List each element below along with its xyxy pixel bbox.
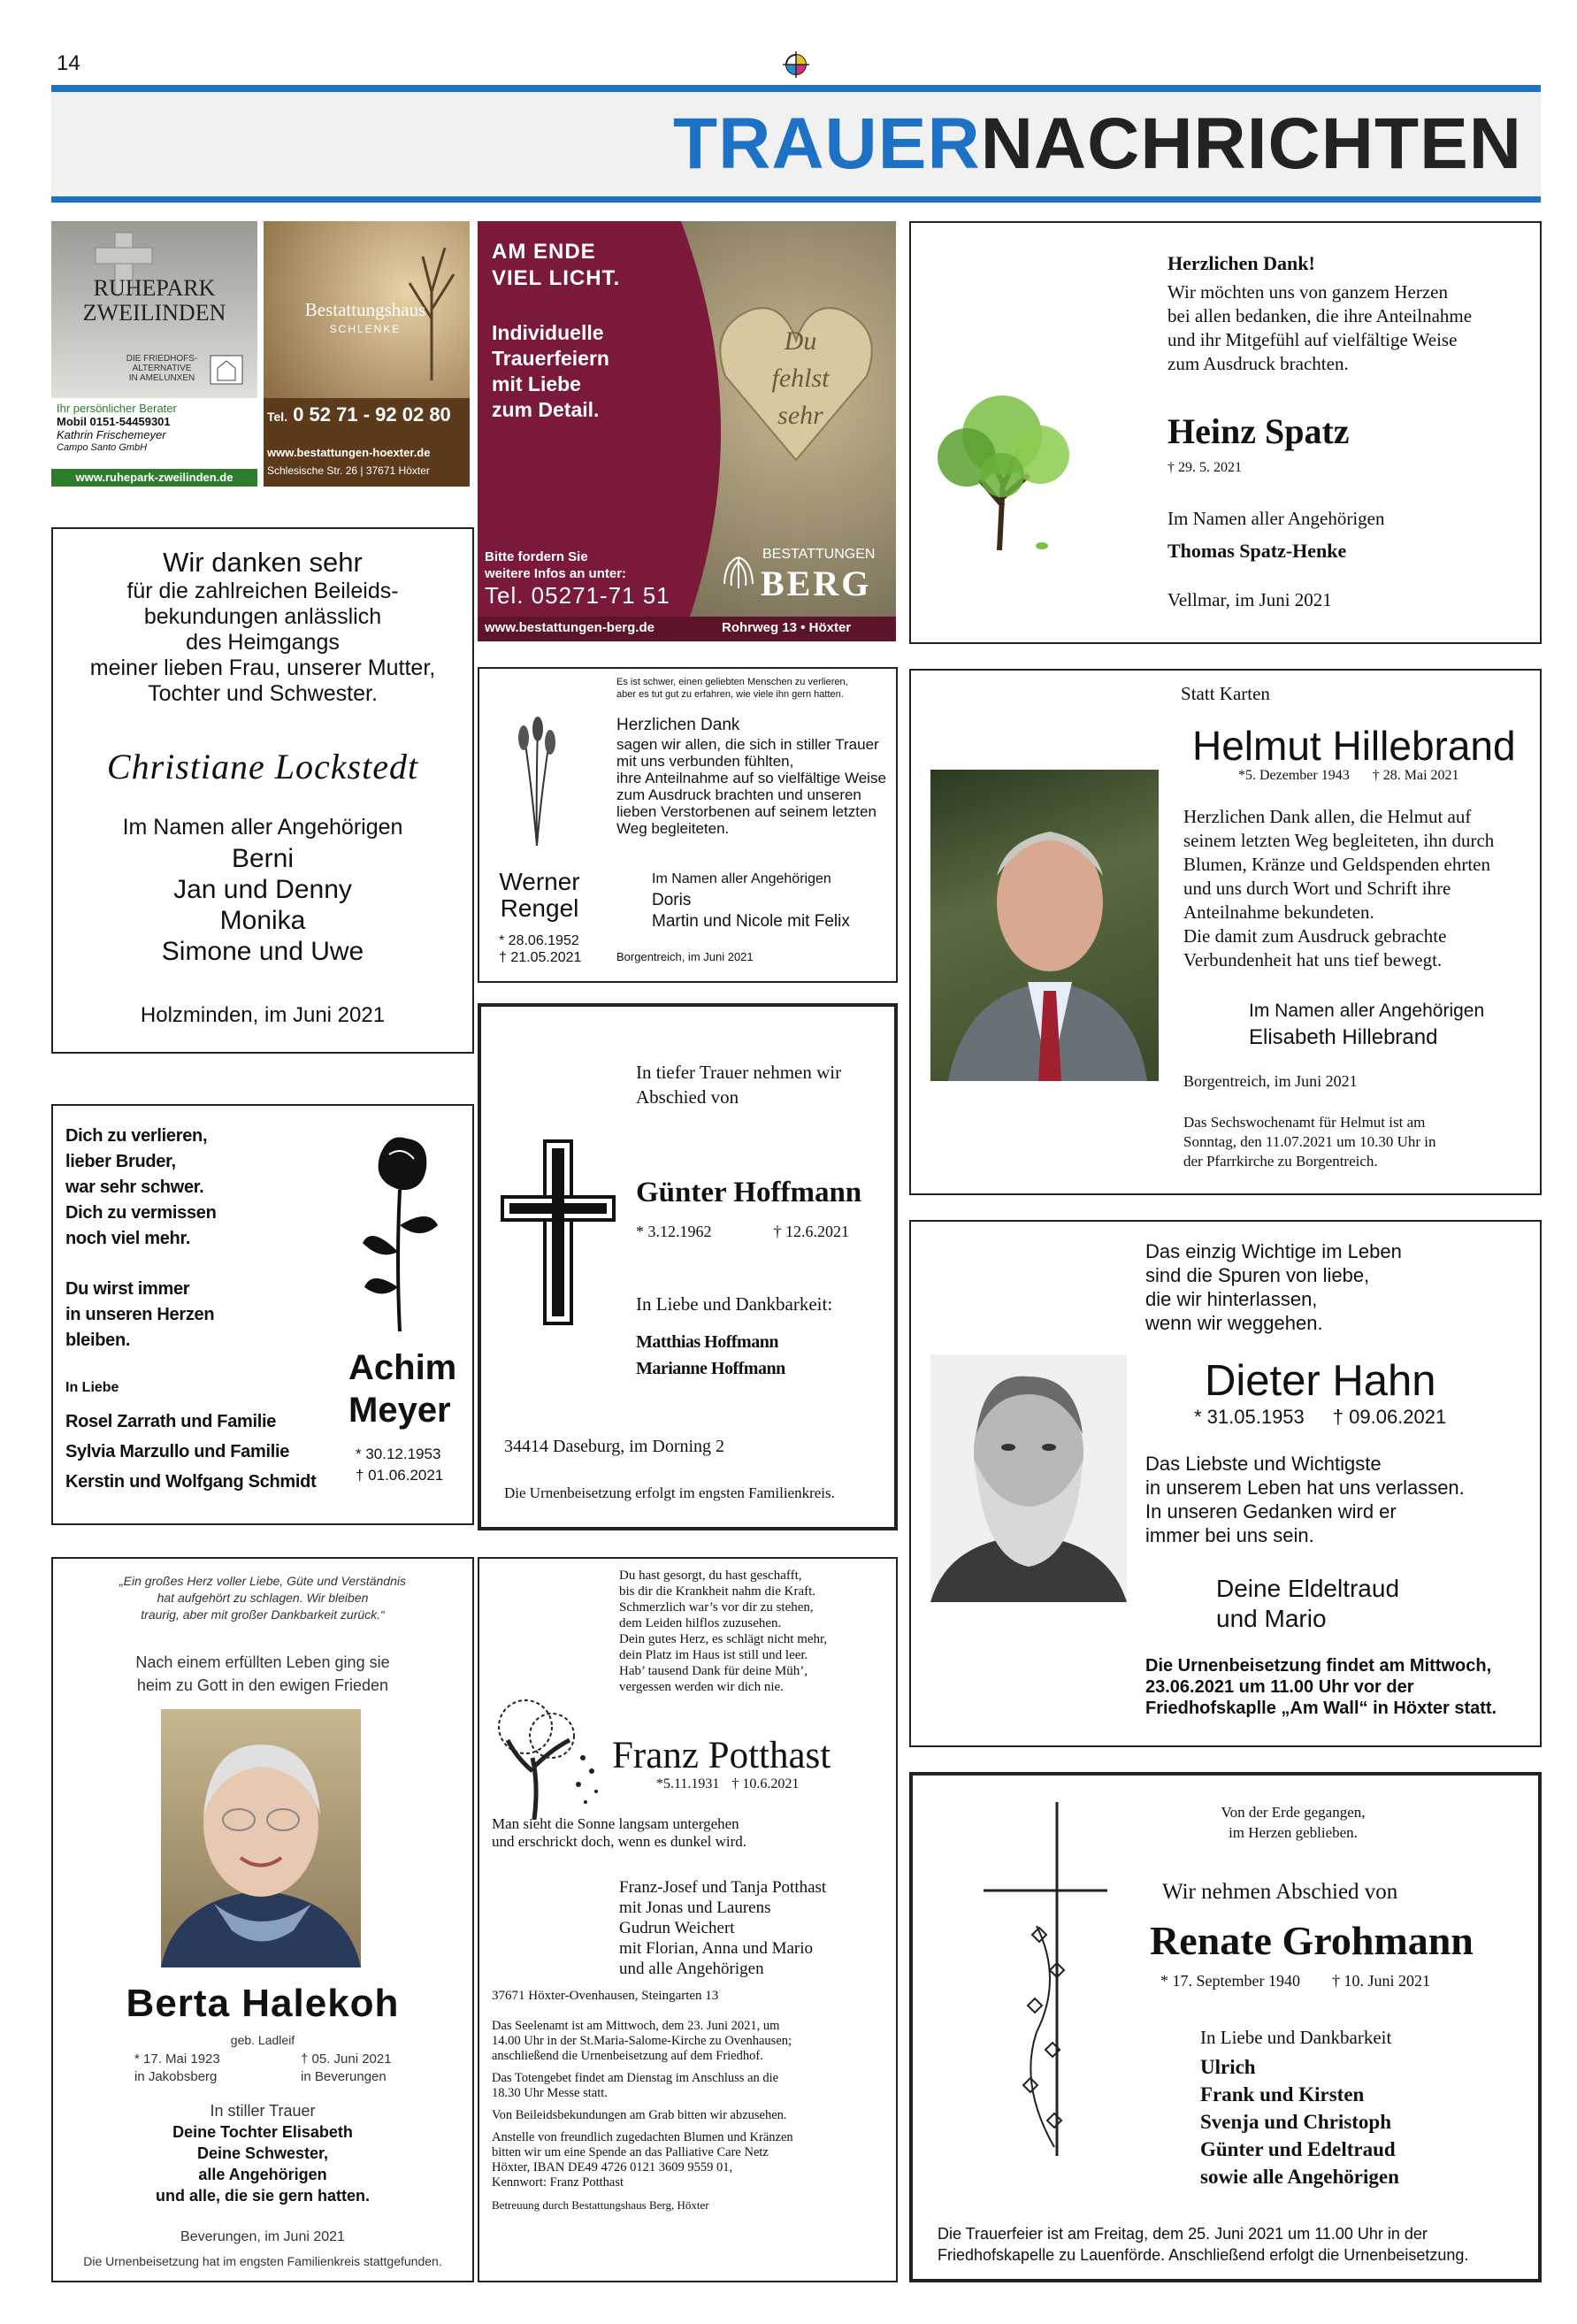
hillebrand-text-1: Herzlichen Dank allen, die Helmut auf <box>1183 806 1472 827</box>
rose-icon <box>345 1128 451 1331</box>
deceased-name: Helmut Hillebrand <box>1192 723 1516 769</box>
potthast-address: 37671 Höxter-Ovenhausen, Steingarten 13 <box>492 1989 719 2003</box>
lockstedt-line-1: Wir danken sehr <box>163 547 363 578</box>
halekoh-signer-4: und alle, die sie gern hatten. <box>155 2187 371 2205</box>
hahn-quote-1: Das einzig Wichtige im Leben <box>1145 1240 1402 1262</box>
rengel-signer-1: Doris <box>652 891 692 909</box>
heart-text-2: fehlst <box>771 364 830 393</box>
willow-tree-icon <box>721 540 756 588</box>
potthast-service-1: Das Seelenamt ist am Mittwoch, dem 23. Juni 2021, um <box>492 2019 780 2033</box>
rengel-signer-2: Martin und Nicole mit Felix <box>652 912 850 931</box>
hahn-note-2: 23.06.2021 um 11.00 Uhr vor der <box>1145 1677 1414 1697</box>
lockstedt-line-5: meiner lieben Frau, unserer Mutter, <box>89 656 436 680</box>
ruhepark-person: Kathrin Frischemeyer <box>57 428 166 441</box>
potthast-poem-2: bis dir die Krankheit nahm die Kraft. <box>619 1584 816 1599</box>
grohmann-signer-2: Frank und Kirsten <box>1200 2083 1365 2105</box>
ruhepark-tag-2: ALTERNATIVE <box>132 364 192 373</box>
potthast-service-2: 14.00 Uhr in der St.Maria-Salome-Kirche zu Ovenhausen; <box>492 2034 792 2048</box>
potthast-prayer-2: 18.30 Uhr Messe statt. <box>492 2086 608 2100</box>
lockstedt-place: Holzminden, im Juni 2021 <box>140 1003 386 1027</box>
heart-text-1: Du <box>784 326 817 356</box>
schlenke-address: Schlesische Str. 26 | 37671 Höxter <box>267 464 430 477</box>
potthast-poem-8: vergessen werden wir dich nie. <box>619 1680 784 1694</box>
meyer-signer-1: Rosel Zarrath und Familie <box>65 1412 277 1431</box>
notice-lockstedt <box>51 527 474 1054</box>
deceased-name: Dieter Hahn <box>1205 1357 1436 1405</box>
spatz-text-1: Wir möchten uns von ganzem Herzen <box>1167 281 1448 303</box>
meyer-signer-2: Sylvia Marzullo und Familie <box>65 1442 290 1461</box>
berg-tel[interactable]: Tel. 05271-71 51 <box>485 582 670 609</box>
hillebrand-mass-2: Sonntag, den 11.07.2021 um 10.30 Uhr in <box>1183 1133 1436 1150</box>
potthast-donation-1: Anstelle von freundlich zugedachten Blumen und Kränzen <box>492 2130 793 2144</box>
hoffmann-place: 34414 Daseburg, im Dorning 2 <box>504 1437 725 1456</box>
rengel-text-6: Weg begleiteten. <box>616 820 730 837</box>
rengel-last-name: Rengel <box>500 894 579 922</box>
notice-rengel <box>478 667 898 983</box>
halekoh-place: Beverungen, im Juni 2021 <box>180 2229 345 2244</box>
potthast-poem-1: Du hast gesorgt, du hast geschafft, <box>619 1569 802 1583</box>
potthast-signer-2: mit Jonas und Laurens <box>619 1898 771 1917</box>
grohmann-born: * 17. September 1940 <box>1160 1972 1300 1990</box>
grohmann-signer-3: Svenja und Christoph <box>1200 2111 1392 2133</box>
berg-info-2: weitere Infos an unter: <box>485 566 627 581</box>
hillebrand-behalf: Im Namen aller Angehörigen <box>1249 1001 1485 1021</box>
meyer-poem-7: in unseren Herzen <box>65 1305 215 1324</box>
berg-body-3: mit Liebe <box>492 372 581 395</box>
berg-url[interactable]: www.bestattungen-berg.de <box>485 620 655 635</box>
grohmann-signer-1: Ulrich <box>1200 2056 1256 2078</box>
meyer-poem-5: noch viel mehr. <box>65 1229 191 1248</box>
hahn-note-1: Die Urnenbeisetzung findet am Mittwoch, <box>1145 1656 1492 1676</box>
church-icon <box>209 354 244 386</box>
grohmann-quote-2: im Herzen geblieben. <box>1229 1824 1358 1841</box>
halekoh-signer-3: alle Angehörigen <box>198 2166 327 2183</box>
hoffmann-intro-1: In tiefer Trauer nehmen wir <box>636 1062 842 1083</box>
spatz-text-4: zum Ausdruck brachten. <box>1167 353 1349 374</box>
lockstedt-line-2: für die zahlreichen Beileids- <box>126 579 399 603</box>
rengel-born: * 28.06.1952 <box>499 933 579 948</box>
potthast-poem-7: Hab’ tausend Dank für deine Müh’, <box>619 1664 808 1678</box>
meyer-poem-4: Dich zu vermissen <box>65 1203 217 1223</box>
meyer-love: In Liebe <box>65 1380 119 1395</box>
spatz-behalf: Im Namen aller Angehörigen <box>1167 508 1385 529</box>
berg-brand-top: BESTATTUNGEN <box>762 547 876 562</box>
hahn-note-3: Friedhofskaplle „Am Wall“ in Höxter statt. <box>1145 1699 1497 1718</box>
windswept-tree-icon <box>490 1687 605 1820</box>
halekoh-quote-3: traurig, aber mit großer Dankbarkeit zurück.“ <box>141 1607 385 1622</box>
ruhepark-url[interactable]: www.ruhepark-zweilinden.de <box>51 469 257 487</box>
meyer-born: * 30.12.1953 <box>356 1446 441 1462</box>
lockstedt-signer-4: Simone und Uwe <box>161 937 364 966</box>
lockstedt-line-3: bekundungen anlässlich <box>143 604 382 629</box>
halekoh-died: † 05. Juni 2021 <box>301 2052 392 2067</box>
ad-ruhepark[interactable] <box>51 221 257 487</box>
registration-mark-icon <box>783 51 809 78</box>
grohmann-signer-4: Günter und Edeltraud <box>1200 2138 1396 2160</box>
rengel-text-2: mit uns verbunden fühlten, <box>616 753 794 770</box>
hahn-text-1: Das Liebste und Wichtigste <box>1145 1453 1382 1475</box>
hillebrand-place: Borgentreich, im Juni 2021 <box>1183 1072 1358 1090</box>
hillebrand-text-6: Die damit zum Ausdruck gebrachte <box>1183 925 1447 947</box>
hillebrand-text-2: seinem letzten Weg begleiteten, ihn durch <box>1183 830 1495 851</box>
rengel-text-1: sagen wir allen, die sich in stiller Trauer <box>616 736 879 753</box>
portrait-woman-icon <box>161 1709 361 1967</box>
halekoh-quote-2: hat aufgehört zu schlagen. Wir bleiben <box>157 1591 369 1605</box>
spatz-text-2: bei allen bedanken, die ihre Anteilnahme <box>1167 305 1473 326</box>
potthast-sun-2: und erschrickt doch, wenn es dunkel wird. <box>492 1833 746 1850</box>
potthast-poem-3: Schmerzlich war’s vor dir zu stehen, <box>619 1600 814 1615</box>
deceased-name: Heinz Spatz <box>1167 411 1350 451</box>
ad-berg[interactable] <box>478 221 896 641</box>
grohmann-love: In Liebe und Dankbarkeit <box>1200 2027 1392 2048</box>
halekoh-nee: geb. Ladleif <box>230 2033 295 2047</box>
potthast-donation-4: Kennwort: Franz Potthast <box>492 2175 624 2190</box>
potthast-condolence: Von Beileidsbekundungen am Grab bitten wir abzusehen. <box>492 2108 787 2122</box>
meyer-poem-2: lieber Bruder, <box>65 1152 176 1171</box>
notice-hoffmann <box>478 1003 898 1530</box>
halekoh-photo <box>161 1709 361 1967</box>
hillebrand-text-5: Anteilnahme bekundeten. <box>1183 901 1374 923</box>
grohmann-note-1: Die Trauerfeier ist am Freitag, dem 25. Juni 2021 um 11.00 Uhr in der <box>938 2225 1428 2243</box>
potthast-undertaker: Betreuung durch Bestattungshaus Berg, Höxter <box>492 2198 709 2212</box>
hahn-text-3: In unseren Gedanken wird er <box>1145 1500 1397 1522</box>
berg-head-2: VIEL LICHT. <box>492 266 621 290</box>
berg-body-1: Individuelle <box>492 321 604 344</box>
notice-halekoh <box>51 1557 474 2282</box>
hoffmann-note: Die Urnenbeisetzung erfolgt im engsten Familienkreis. <box>504 1484 835 1501</box>
spatz-place: Vellmar, im Juni 2021 <box>1167 589 1332 610</box>
halekoh-deathplace: in Beverungen <box>301 2069 387 2084</box>
hahn-born: * 31.05.1953 <box>1194 1406 1305 1428</box>
spatz-heading: Herzlichen Dank! <box>1167 252 1315 274</box>
hahn-quote-2: sind die Spuren von liebe, <box>1145 1264 1370 1286</box>
ruhepark-tag-3: IN AMELUNXEN <box>128 373 195 383</box>
notice-hillebrand <box>909 669 1542 1195</box>
hahn-photo <box>930 1354 1127 1602</box>
schlenke-url[interactable]: www.bestattungen-hoexter.de <box>267 446 431 459</box>
ruhepark-mobile[interactable]: Mobil 0151-54459301 <box>57 415 171 428</box>
hahn-signer-1: Deine Eldeltraud <box>1216 1575 1400 1602</box>
berg-body-2: Trauerfeiern <box>492 347 609 370</box>
halekoh-quote-1: „Ein großes Herz voller Liebe, Güte und Verständnis <box>119 1574 406 1588</box>
meyer-poem-3: war sehr schwer. <box>65 1177 204 1197</box>
meyer-poem-6: Du wirst immer <box>65 1279 190 1299</box>
hillebrand-text-7: Verbundenheit hat uns tief bewegt. <box>1183 949 1443 970</box>
schlenke-sub: SCHLENKE <box>329 323 402 335</box>
notice-grohmann <box>909 1772 1542 2282</box>
potthast-poem-4: dem Leiden hilflos zuzusehen. <box>619 1616 782 1630</box>
deceased-name: Franz Potthast <box>612 1735 831 1776</box>
hahn-text-4: immer bei uns sein. <box>1145 1524 1314 1546</box>
page-title: TRAUERNACHRICHTEN <box>673 104 1522 184</box>
halekoh-born: * 17. Mai 1923 <box>134 2052 220 2067</box>
notice-spatz <box>909 221 1542 644</box>
berg-brand: BERG <box>761 564 872 603</box>
schlenke-tel[interactable]: 0 52 71 - 92 02 80 <box>293 403 451 426</box>
hahn-died: † 09.06.2021 <box>1332 1406 1447 1428</box>
meyer-last-name: Meyer <box>348 1391 451 1430</box>
potthast-service-3: anschließend die Urnenbeisetzung auf dem Friedhof. <box>492 2049 763 2063</box>
ruhepark-name-2: ZWEILINDEN <box>82 300 226 326</box>
rengel-died: † 21.05.2021 <box>499 950 582 965</box>
header-rule-bottom <box>51 196 1541 203</box>
schlenke-name: Bestattungshaus <box>304 299 426 320</box>
rengel-quote-2: aber es tut gut zu erfahren, wie viele ihn gern hatten. <box>616 689 844 700</box>
hoffmann-signer-2: Marianne Hoffmann <box>636 1359 785 1378</box>
wheat-icon <box>497 713 577 846</box>
potthast-donation-2: bitten wir um eine Spende an das Palliative Care Netz <box>492 2145 769 2159</box>
spatz-date: † 29. 5. 2021 <box>1167 460 1242 475</box>
potthast-signer-4: mit Florian, Anna und Mario <box>619 1939 814 1958</box>
hoffmann-born: * 3.12.1962 <box>636 1223 712 1240</box>
deceased-name: Berta Halekoh <box>126 1982 400 2025</box>
notice-hahn <box>909 1220 1542 1747</box>
rengel-text-3: ihre Anteilnahme auf so vielfältige Weise <box>616 770 886 786</box>
potthast-born: *5.11.1931 <box>656 1776 720 1791</box>
hillebrand-signer: Elisabeth Hillebrand <box>1249 1025 1438 1049</box>
potthast-signer-5: und alle Angehörigen <box>619 1960 764 1978</box>
rengel-heading: Herzlichen Dank <box>616 716 740 734</box>
ruhepark-company: Campo Santo GmbH <box>57 442 148 453</box>
hillebrand-text-3: Blumen, Kränze und Geldspenden ehrten <box>1183 854 1490 875</box>
notice-meyer <box>51 1104 474 1525</box>
hahn-signer-2: und Mario <box>1216 1605 1327 1632</box>
ruhepark-advisor-label: Ihr persönlicher Berater <box>57 402 177 415</box>
hoffmann-died: † 12.6.2021 <box>773 1223 849 1240</box>
hillebrand-mass-1: Das Sechswochenamt für Helmut ist am <box>1183 1114 1426 1131</box>
ruhepark-name-1: RUHEPARK <box>93 275 216 301</box>
halekoh-signer-2: Deine Schwester, <box>196 2144 329 2162</box>
green-tree-icon <box>918 382 1086 550</box>
hillebrand-born: *5. Dezember 1943 <box>1238 768 1350 783</box>
rengel-quote-1: Es ist schwer, einen geliebten Menschen zu verlieren, <box>616 677 848 687</box>
grohmann-note-2: Friedhofskapelle zu Lauenförde. Anschließend erfolgt die Urnenbeisetzung. <box>938 2246 1469 2264</box>
berg-info-1: Bitte fordern Sie <box>485 549 588 564</box>
rengel-text-5: lieben Verstorbenen auf seinem letzten <box>616 803 877 820</box>
portrait-man-icon <box>930 770 1159 1081</box>
grohmann-intro: Wir nehmen Abschied von <box>1162 1880 1398 1904</box>
grohmann-signer-5: sowie alle Angehörigen <box>1200 2166 1399 2188</box>
halekoh-intro-1: Nach einem erfüllten Leben ging sie <box>135 1653 390 1671</box>
lockstedt-line-4: des Heimgangs <box>186 630 340 655</box>
hillebrand-died: † 28. Mai 2021 <box>1372 768 1459 783</box>
ruhepark-tag-1: DIE FRIEDHOFS- <box>126 354 198 364</box>
hahn-quote-3: die wir hinterlassen, <box>1145 1288 1318 1310</box>
hillebrand-mass-3: der Pfarrkirche zu Borgentreich. <box>1183 1153 1378 1170</box>
cross-icon <box>501 1139 616 1325</box>
halekoh-signer-1: Deine Tochter Elisabeth <box>172 2123 353 2141</box>
meyer-poem-1: Dich zu verlieren, <box>65 1126 208 1146</box>
potthast-poem-6: dein Platz im Haus ist still und leer. <box>619 1648 808 1662</box>
deceased-name: Günter Hoffmann <box>636 1177 862 1208</box>
berg-head-1: AM ENDE <box>492 240 596 264</box>
grohmann-died: † 10. Juni 2021 <box>1331 1972 1430 1990</box>
potthast-poem-5: Dein gutes Herz, es schlägt nicht mehr, <box>619 1632 828 1646</box>
meyer-first-name: Achim <box>348 1348 457 1387</box>
halekoh-birthplace: in Jakobsberg <box>134 2069 218 2084</box>
hillebrand-text-4: und uns durch Wort und Schrift ihre <box>1183 878 1451 899</box>
schlenke-tel-label: Tel. <box>267 410 288 424</box>
lockstedt-signer-1: Berni <box>231 844 295 873</box>
lockstedt-behalf: Im Namen aller Angehörigen <box>122 815 403 840</box>
spatz-signer: Thomas Spatz-Henke <box>1167 540 1347 562</box>
notice-potthast <box>478 1557 898 2282</box>
meyer-signer-3: Kerstin und Wolfgang Schmidt <box>65 1472 317 1492</box>
page-number: 14 <box>57 51 80 75</box>
hoffmann-intro-2: Abschied von <box>636 1086 739 1108</box>
hoffmann-love: In Liebe und Dankbarkeit: <box>636 1293 833 1315</box>
potthast-signer-1: Franz-Josef und Tanja Potthast <box>619 1878 827 1897</box>
rengel-first-name: Werner <box>499 868 580 895</box>
potthast-signer-3: Gudrun Weichert <box>619 1919 735 1937</box>
berg-address: Rohrweg 13 • Höxter <box>722 620 852 635</box>
berg-body-4: zum Detail. <box>492 398 600 421</box>
spatz-text-3: und ihr Mitgefühl auf vielfältige Weise <box>1167 329 1458 350</box>
lockstedt-line-6: Tochter und Schwester. <box>148 681 378 706</box>
potthast-died: † 10.6.2021 <box>731 1776 800 1791</box>
meyer-died: † 01.06.2021 <box>356 1467 444 1484</box>
ad-schlenke[interactable] <box>264 221 470 487</box>
hahn-text-2: in unserem Leben hat uns verlassen. <box>1145 1476 1465 1499</box>
lockstedt-signer-2: Jan und Denny <box>173 875 352 904</box>
lockstedt-signer-3: Monika <box>219 906 306 935</box>
rengel-text-4: zum Ausdruck brachten und unseren <box>616 786 861 803</box>
halekoh-note: Die Urnenbeisetzung hat im engsten Familienkreis stattgefunden. <box>83 2254 442 2268</box>
rengel-behalf: Im Namen aller Angehörigen <box>652 871 831 886</box>
rengel-place: Borgentreich, im Juni 2021 <box>616 950 754 963</box>
potthast-prayer-1: Das Totengebet findet am Dienstag im Anschluss an die <box>492 2071 779 2085</box>
ivy-cross-icon <box>984 1802 1107 2156</box>
meyer-poem-8: bleiben. <box>65 1331 131 1350</box>
grohmann-quote-1: Von der Erde gegangen, <box>1221 1804 1366 1821</box>
halekoh-intro-2: heim zu Gott in den ewigen Frieden <box>136 1676 389 1694</box>
deceased-name: Renate Grohmann <box>1150 1918 1474 1963</box>
halekoh-grief: In stiller Trauer <box>210 2102 316 2120</box>
potthast-donation-3: Höxter, IBAN DE49 4726 0121 3609 9559 01, <box>492 2160 733 2174</box>
header-rule-top <box>51 85 1541 92</box>
portrait-bearded-man-icon <box>930 1354 1127 1602</box>
heart-text-3: sehr <box>777 401 823 430</box>
potthast-sun-1: Man sieht die Sonne langsam untergehen <box>492 1815 739 1832</box>
hahn-quote-4: wenn wir weggehen. <box>1145 1312 1323 1334</box>
deceased-name: Christiane Lockstedt <box>106 747 419 786</box>
hillebrand-top: Statt Karten <box>1181 683 1270 704</box>
hillebrand-photo <box>930 770 1159 1081</box>
hoffmann-signer-1: Matthias Hoffmann <box>636 1332 778 1352</box>
